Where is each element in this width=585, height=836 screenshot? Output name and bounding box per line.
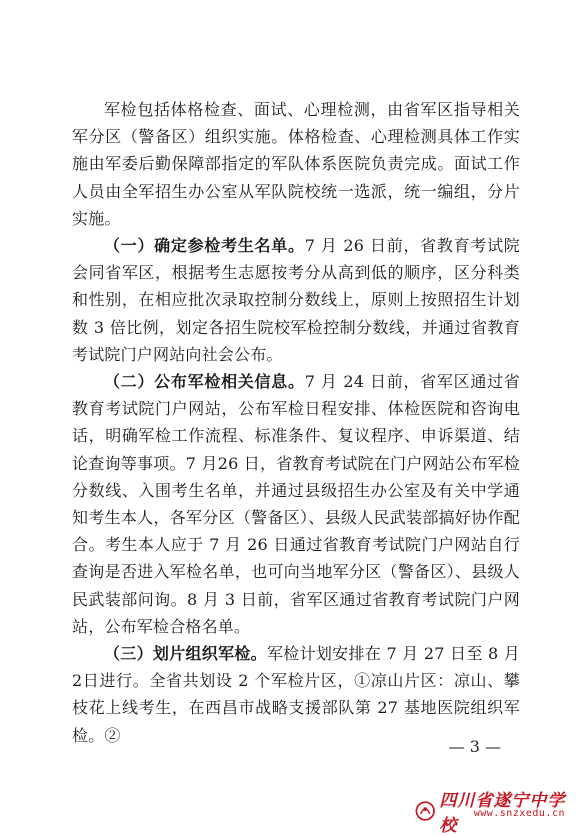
paragraph-text: 军检包括体格检查、面试、心理检测，由省军区指导相关军分区（警备区）组织实施。体格检查、心理检测具体工作实施由军委后勤保障部指定的军队体系医院负责完成。面试工作人员由全军招生办公室从军队院校统一选派，统一编组，分片实施。 [72, 100, 520, 228]
page-number: — 3 — [448, 737, 501, 756]
paragraph-section-3 [72, 640, 520, 749]
paragraph-intro [72, 96, 520, 232]
paragraph-section-1 [72, 232, 520, 368]
document-body [72, 96, 520, 749]
section-heading: （二）公布军检相关信息。 [104, 372, 305, 392]
school-emblem-icon [415, 800, 435, 822]
section-heading: （三）划片组织军检。 [104, 644, 267, 664]
site-watermark [415, 786, 573, 836]
paragraph-text: 7 月 24 日前，省军区通过省教育考试院门户网站，公布军检日程安排、体检医院和咨询电话，明确军检工作流程、标准条件、复议程序、申诉渠道、结论查询等事项。7 月26 日，省教育考试院在门户网站公布军检分数线、入围考生名单，并通过县级招生办公室及有关中学通知考生本人，各军分区（警备区）、县级人民武装部搞好协作配合。考生本人应于 7 月 26 日通过省教育考试院门户网站自行查询是否进入军检名单，也可向当地军分区（警备区）、县级人民武装部问询。8 月 3 日前，省军区通过省教育考试院门户网站，公布军检合格名单。 [72, 372, 520, 636]
paragraph-text: 7 月 26 日前，省教育考试院会同省军区，根据考生志愿按考分从高到低的顺序，区分科类和性别，在相应批次录取控制分数线上，原则上按照招生计划数 3 倍比例，划定各招生院校军检控制分数线，并通过省教育考试院门户网站向社会公布。 [72, 236, 520, 364]
section-heading: （一）确定参检考生名单。 [104, 236, 305, 256]
watermark-title: 四川省遂宁中学校 [439, 791, 566, 836]
paragraph-section-2 [72, 368, 520, 640]
paragraph-text: 军检计划安排在 7 月 27 日至 8 月 2日进行。全省共划设 2 个军检片区，①凉山片区：凉山、攀枝花上线考生，在西昌市战略支援部队第 27 基地医院组织军检。② [72, 644, 520, 745]
watermark-url: www.snzxedu.cn [473, 808, 565, 819]
